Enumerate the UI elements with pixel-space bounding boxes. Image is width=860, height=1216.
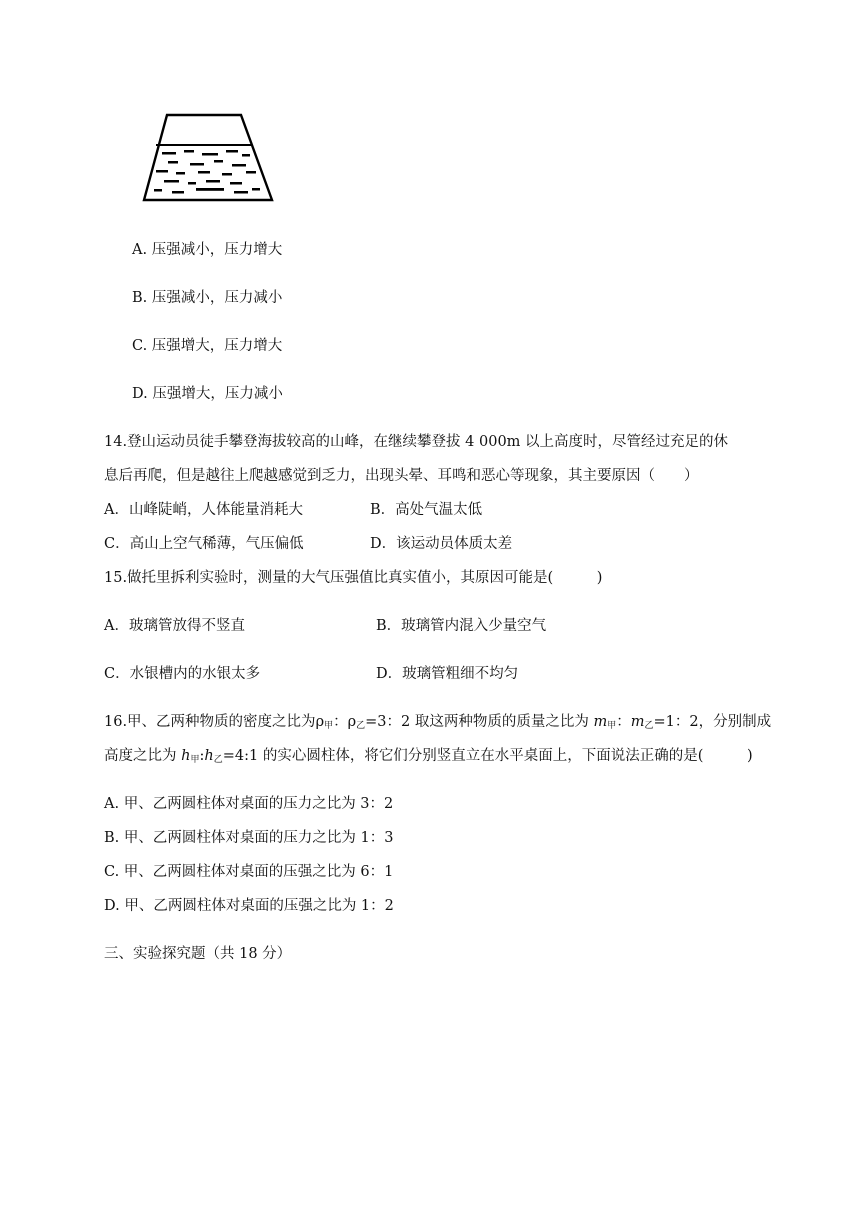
container-with-liquid-icon xyxy=(140,112,280,206)
option-a: A．山峰陡峭，人体能量消耗大 xyxy=(104,502,303,518)
option-b: B．高处气温太低 xyxy=(370,502,483,518)
option-a: A．玻璃管放得不竖直 xyxy=(104,618,245,634)
option-d: D. 压强增大，压力减小 xyxy=(132,386,283,402)
question-16-line1: 16.甲、乙两种物质的密度之比为$\rho_甲$：$\rho_乙=3$：2 取这两种物质的质量之比为 $m_甲$：$m_乙=1$：2，分别制成 xyxy=(104,714,772,731)
question-14-line1: 14.登山运动员徒手攀登海拔较高的山峰，在继续攀登拔 4 000m 以上高度时，尽管经过充足的休 xyxy=(104,434,729,450)
option-b: B．玻璃管内混入少量空气 xyxy=(376,618,547,634)
option-c: C. 甲、乙两圆柱体对桌面的压强之比为 6：1 xyxy=(104,864,394,880)
option-b: B. 压强减小，压力减小 xyxy=(132,290,283,306)
option-c: C．水银槽内的水银太多 xyxy=(104,666,261,682)
section-title: 三、实验探究题（共 18 分） xyxy=(104,946,292,962)
option-c: C. 压强增大，压力增大 xyxy=(132,338,283,354)
option-b: B. 甲、乙两圆柱体对桌面的压力之比为 1：3 xyxy=(104,830,394,846)
option-d: D．该运动员体质太差 xyxy=(370,536,513,552)
option-a: A. 甲、乙两圆柱体对桌面的压力之比为 3：2 xyxy=(104,796,394,812)
option-d: D．玻璃管粗细不均匀 xyxy=(376,666,519,682)
question-14-line2: 息后再爬，但是越往上爬越感觉到乏力，出现头晕、耳鸣和恶心等现象，其主要原因（ ） xyxy=(104,468,699,484)
question-16-line2: 高度之比为 $h_甲:h_乙=4:1$ 的实心圆柱体，将它们分别竖直立在水平桌面上，下面说法正确的是( ) xyxy=(104,748,753,765)
option-d: D. 甲、乙两圆柱体对桌面的压强之比为 1：2 xyxy=(104,898,394,914)
question-15-stem: 15.做托里拆利实验时，测量的大气压强值比真实值小，其原因可能是( ) xyxy=(104,570,603,586)
option-c: C．高山上空气稀薄，气压偏低 xyxy=(104,536,304,552)
option-a: A. 压强减小，压力增大 xyxy=(132,242,283,258)
